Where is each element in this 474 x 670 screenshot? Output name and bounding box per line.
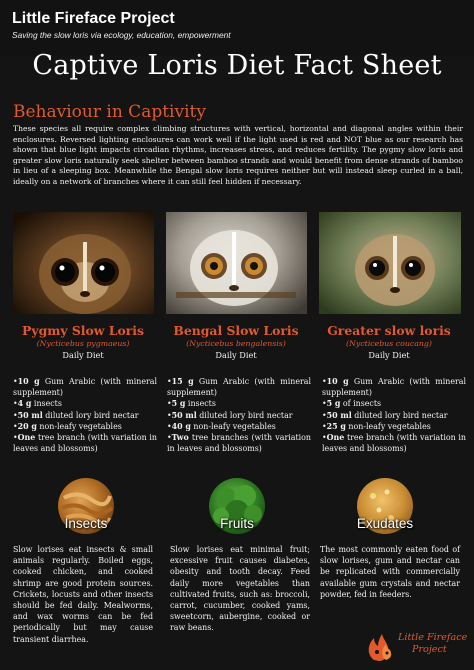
list-item: •10 g Gum Arabic (with mineral supplement) bbox=[322, 377, 467, 398]
list-item: •10 g Gum Arabic (with mineral supplement) bbox=[13, 377, 158, 398]
logo-text-line1: Little Fireface bbox=[398, 632, 468, 643]
list-item: •5 g of insects bbox=[322, 399, 382, 409]
insects-description: Slow lorises eat insects & small animals regularly. Boiled eggs, cooked chicken, and cooked shrimp are good protein sources. Crickets, locusts and other insects should be fed daily. Mealworms, and wax worms can be fed periodically but may cause transient diarrhea. bbox=[13, 545, 153, 644]
header-bar bbox=[0, 0, 474, 56]
list-item: •50 ml diluted lory bird nectar bbox=[167, 410, 293, 420]
food-label-fruits: Fruits bbox=[220, 516, 254, 531]
list-item: •One tree branch (with variation in leaves and blossoms) bbox=[13, 433, 157, 454]
exudates-description: The most commonly eaten food of slow lorises, gum and nectar can be replicated with commercially available gum crystals and nectar powder, fed in feeders. bbox=[320, 545, 460, 599]
bengal-diet-list bbox=[167, 376, 311, 454]
species-latin: (Nycticebus pygmaeus) bbox=[36, 339, 130, 348]
list-item: •20 g non-leafy vegetables bbox=[13, 421, 122, 431]
list-item: •Two tree branches (with variation in leaves and blossoms) bbox=[167, 433, 311, 454]
project-name: Little Fireface Project bbox=[12, 10, 175, 27]
list-item: •15 g Gum Arabic (with mineral supplement) bbox=[167, 377, 312, 398]
species-bengal bbox=[161, 323, 311, 361]
behaviour-paragraph: These species all require complex climbing structures with vertical, horizontal and diagonal angles within their enclosures. Reversed lighting enclosures can work well if the light used is red and NOT blue as our research has shown that blue light impacts circadian rhythms, increases stress, and reduces fertility. The pygmy slow loris and greater slow loris naturally seek shelter between bamboo strands and would benefit from dense strands of bamboo in lieu of a sleeping box. Meanwhile the Bengal slow loris requires neither but will instead sleep curled in a ball, ideally on a network of branches where it can still feel hidden if necessary. bbox=[13, 124, 463, 186]
greater-diet-list bbox=[322, 376, 466, 454]
daily-diet-label: Daily Diet bbox=[62, 350, 104, 360]
fruits-description: Slow lorises eat minimal fruit; excessive fruit causes diabetes, obesity and tooth decay. Feed daily more vegetables than cultivated fruits, such as: broccoli, carrot, cucumber, cooked yams, sweetcorn, aubergine, cooked or raw beans. bbox=[170, 545, 310, 633]
behaviour-heading: Behaviour in Captivity bbox=[13, 102, 206, 122]
little-fireface-logo bbox=[364, 630, 468, 664]
daily-diet-label: Daily Diet bbox=[215, 350, 257, 360]
food-label-insects: Insects bbox=[64, 516, 108, 531]
pygmy-diet-list bbox=[13, 376, 157, 454]
greater-loris-photo bbox=[319, 212, 461, 314]
food-label-exudates: Exudates bbox=[356, 516, 414, 531]
list-item: •50 ml diluted lory bird nectar bbox=[322, 410, 448, 420]
list-item: •One tree branch (with variation in leaves and blossoms) bbox=[322, 433, 466, 454]
list-item: •25 g non-leafy vegetables bbox=[322, 421, 431, 431]
list-item: •5 g insects bbox=[167, 399, 216, 409]
list-item: •40 g non-leafy vegetables bbox=[167, 421, 276, 431]
species-latin: (Nycticebus bengalensis) bbox=[186, 339, 286, 348]
daily-diet-label: Daily Diet bbox=[368, 350, 410, 360]
page-title: Captive Loris Diet Fact Sheet bbox=[32, 50, 442, 81]
logo-text-line2: Project bbox=[412, 644, 447, 655]
species-name: Greater slow loris bbox=[327, 323, 451, 338]
project-tagline: Saving the slow loris via ecology, education, empowerment bbox=[12, 30, 231, 40]
bengal-loris-photo bbox=[166, 212, 307, 314]
list-item: •50 ml diluted lory bird nectar bbox=[13, 410, 139, 420]
species-pygmy bbox=[8, 323, 158, 361]
species-greater bbox=[314, 323, 464, 361]
species-latin: (Nycticebus coucang) bbox=[346, 339, 432, 348]
list-item: •4 g insects bbox=[13, 399, 62, 409]
species-name: Bengal Slow Loris bbox=[173, 323, 299, 338]
flame-icon bbox=[364, 630, 398, 664]
pygmy-loris-photo bbox=[13, 212, 154, 314]
species-name: Pygmy Slow Loris bbox=[22, 323, 144, 338]
